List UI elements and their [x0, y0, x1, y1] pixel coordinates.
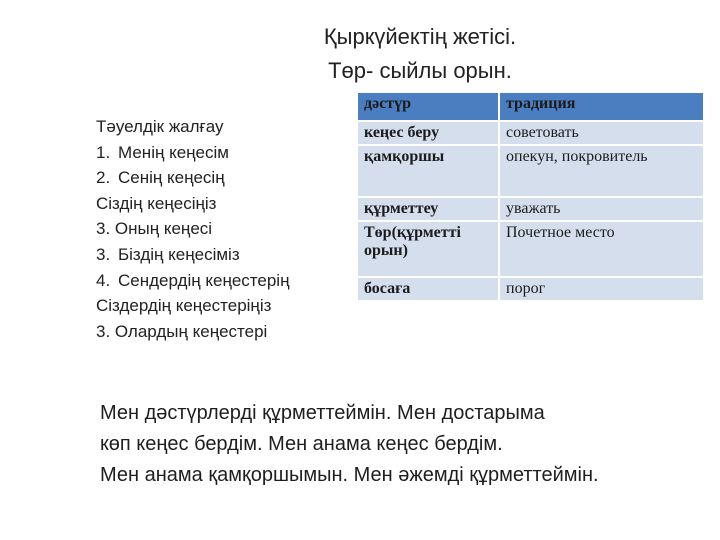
list-item-text: Сіздің кеңесіңіз: [96, 193, 217, 213]
table-header-row: [357, 92, 704, 121]
table-cell-russian: уважать: [499, 197, 704, 221]
table-cell-russian: порог: [499, 277, 704, 301]
sentence-line: Мен анама қамқоршымын. Мен әжемді құрметтеймін.: [100, 464, 599, 486]
list-item: [96, 114, 356, 140]
list-item-text: Тәуелдік жалғау: [96, 117, 224, 136]
table-cell-kazakh: қамқоршы: [357, 145, 499, 197]
list-item-number: 2.: [96, 168, 111, 188]
table-cell-kazakh: кеңес беру: [357, 121, 499, 145]
list-item-text: Сенің кеңесің: [118, 168, 225, 188]
title-line-1: Қыркүйектің жетісі.: [323, 24, 517, 49]
table-cell-kazakh: Төр(құрметті орын): [357, 221, 499, 277]
table-header-russian: традиция: [499, 92, 704, 121]
list-item: [96, 268, 356, 294]
list-item: [96, 140, 356, 166]
list-item: [96, 191, 356, 217]
table-cell-russian: опекун, покровитель: [499, 145, 704, 197]
list-item-text: Сіздердің кеңестеріңіз: [96, 296, 272, 316]
list-item-text: 3. Олардың кеңестері: [96, 321, 268, 341]
list-item: [96, 319, 356, 345]
list-item-number: 4.: [96, 270, 111, 290]
table-cell-kazakh: босаға: [357, 277, 499, 301]
list-item-number: 3.: [96, 244, 111, 264]
table-row: [357, 145, 704, 197]
table-header-kazakh: дәстүр: [357, 92, 499, 121]
vocabulary-table: [356, 91, 705, 302]
list-item: [96, 242, 356, 268]
list-item: [96, 293, 356, 319]
table-cell-russian: советовать: [499, 121, 704, 145]
table-row: [357, 197, 704, 221]
list-item: [96, 165, 356, 191]
list-item-text: Менің кеңесім: [118, 142, 229, 162]
title-line-2: Төр- сыйлы орын.: [328, 58, 512, 83]
table-cell-russian: Почетное место: [499, 221, 704, 277]
table-row: [357, 121, 704, 145]
list-item: [96, 216, 356, 242]
example-sentences: [100, 398, 720, 491]
possessive-ending-list: [96, 114, 356, 344]
list-item-number: 1.: [96, 142, 111, 162]
table-row: [357, 277, 704, 301]
sentence-line: көп кеңес бердім. Мен анама кеңес бердім.: [100, 433, 503, 455]
sentence-line: Мен дәстүрлерді құрметтеймін. Мен достарыма: [100, 402, 545, 424]
list-item-text: Сендердің кеңестерің: [118, 270, 290, 290]
list-item-text: Біздің кеңесіміз: [118, 244, 240, 264]
table-row: [357, 221, 704, 277]
list-item-text: 3. Оның кеңесі: [96, 219, 213, 239]
table-cell-kazakh: құрметтеу: [357, 197, 499, 221]
